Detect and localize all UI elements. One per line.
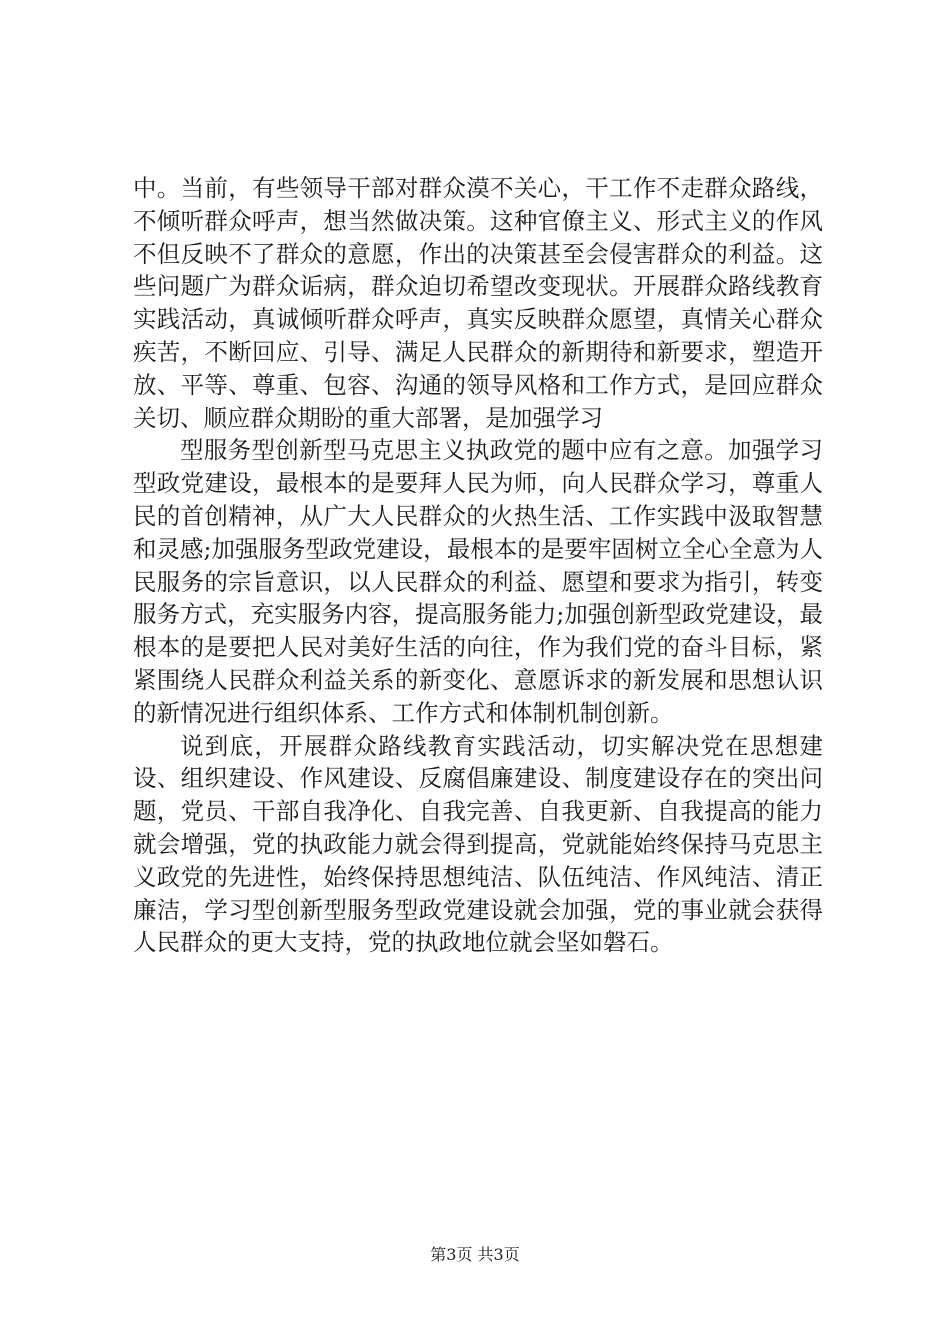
document-body bbox=[133, 172, 823, 959]
paragraph-3: 说到底，开展群众路线教育实践活动，切实解决党在思想建设、组织建设、作风建设、反腐倡廉建设、制度建设存在的突出问题，党员、干部自我净化、自我完善、自我更新、自我提高的能力就会增强，党的执政能力就会得到提高，党就能始终保持马克思主义政党的先进性，始终保持思想纯洁、队伍纯洁、作风纯洁、清正廉洁，学习型创新型服务型政党建设就会加强，党的事业就会获得人民群众的更大支持，党的执政地位就会坚如磐石。 bbox=[133, 731, 823, 957]
paragraph-1: 中。当前，有些领导干部对群众漠不关心，干工作不走群众路线，不倾听群众呼声，想当然做决策。这种官僚主义、形式主义的作风不但反映不了群众的意愿，作出的决策甚至会侵害群众的利益。这些问题广为群众诟病，群众迫切希望改变现状。开展群众路线教育实践活动，真诚倾听群众呼声，真实反映群众愿望，真情关心群众疾苦，不断回应、引导、满足人民群众的新期待和新要求，塑造开放、平等、尊重、包容、沟通的领导风格和工作方式，是回应群众关切、顺应群众期盼的重大部署，是加强学习 bbox=[133, 174, 823, 432]
page-footer: 第3页 共3页 bbox=[430, 1245, 520, 1264]
paragraph-2: 型服务型创新型马克思主义执政党的题中应有之意。加强学习型政党建设，最根本的是要拜人民为师，向人民群众学习，尊重人民的首创精神，从广大人民群众的火热生活、工作实践中汲取智慧和灵感;加强服务型政党建设，最根本的是要牢固树立全心全意为人民服务的宗旨意识，以人民群众的利益、愿望和要求为指引，转变服务方式，充实服务内容，提高服务能力;加强创新型政党建设，最根本的是要把人民对美好生活的向往，作为我们党的奋斗目标，紧紧围绕人民群众利益关系的新变化、意愿诉求的新发展和思想认识的新情况进行组织体系、工作方式和体制机制创新。 bbox=[133, 436, 823, 727]
